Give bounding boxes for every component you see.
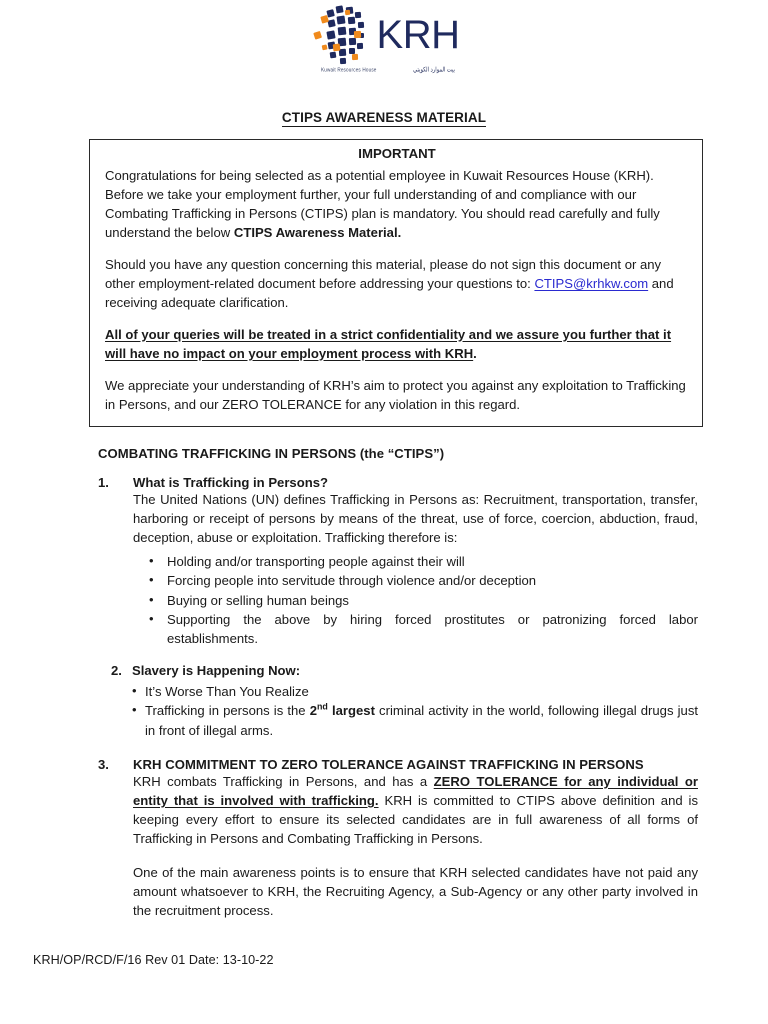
list-item: • Supporting the above by hiring forced prostitutes or patronizing forced labor establishments.: [133, 610, 698, 649]
important-paragraph-3: [105, 326, 689, 364]
logo-tagline-ar: بيت الموارد الكويتي: [413, 66, 455, 74]
item-2-bullet2-part1: Trafficking in persons is the: [145, 703, 310, 719]
important-paragraph-4: We appreciate your understanding of KRH’s aim to protect you against any exploitation to Trafficking in Persons, and our ZERO TOLERANCE for any violation in this regard.: [105, 377, 686, 412]
important-heading: IMPORTANT: [358, 146, 436, 161]
list-item-1: [98, 475, 698, 649]
item-3-number: 3.: [98, 756, 109, 772]
logo-tagline: [321, 67, 455, 73]
item-3-p1-part2: KRH is committed to CTIPS above definition and is keeping every effort to ensure its selected candidates are in full awareness of all forms of Trafficking in Persons and Combating Trafficking in Persons.: [133, 792, 698, 846]
logo-tagline-en: Kuwait Resources House: [321, 66, 377, 73]
item-1-number: 1.: [98, 475, 109, 490]
important-p2-tail: and receiving adequate clarification.: [105, 275, 674, 310]
item-2-bullet2-part2: criminal activity in the world, following illegal drugs just in front of illegal arms.: [145, 703, 699, 738]
important-p3-tail: .: [473, 345, 477, 361]
important-p1-bold: CTIPS Awareness Material.: [233, 224, 402, 240]
item-2-rank-word: largest: [327, 703, 375, 719]
item-2-heading: Slavery is Happening Now:: [132, 662, 301, 678]
item-2-bullet-list: [132, 682, 698, 740]
important-paragraph-2: [105, 256, 689, 313]
item-2-rank-suffix: nd: [317, 701, 328, 712]
list-item-3: [98, 757, 698, 921]
item-3-paragraph-2: One of the main awareness points is to ensure that KRH selected candidates have not paid any amount whatsoever to KRH, the Recruiting Agency, a Sub-Agency or any other party involved in the recruitment process.: [133, 864, 698, 918]
krh-globe-icon: [309, 4, 373, 66]
page-title: [0, 110, 768, 125]
page-title-text: CTIPS AWARENESS MATERIAL: [281, 110, 487, 125]
item-3-p1-underlined: ZERO TOLERANCE for any individual or entity that is involved with trafficking.: [133, 773, 698, 808]
important-p1-text: Congratulations for being selected as a potential employee in Kuwait Resources House (KRH). Before we take your employment further, your full understanding of and compliance with our Combating Trafficking in Persons (CTIPS) plan is mandatory. You should read carefully and fully understand the below: [105, 168, 660, 240]
item-1-paragraph: The United Nations (UN) defines Trafficking in Persons as: Recruitment, transportation, transfer, harboring or receipt of persons by means of the threat, use of force, coercion, abduction, fraud, deception, abuse or exploitation. Trafficking therefore is:: [133, 492, 698, 545]
company-logo: [0, 4, 768, 73]
section-heading: COMBATING TRAFFICKING IN PERSONS (the “CTIPS”): [98, 446, 445, 461]
document-footer: KRH/OP/RCD/F/16 Rev 01 Date: 13-10-22: [33, 953, 274, 967]
list-item: • It’s Worse Than You Realize: [132, 682, 698, 701]
main-content: [98, 446, 698, 921]
logo-wordmark: KRH: [376, 13, 460, 57]
important-notice-box: [89, 139, 703, 427]
item-2-rank-number: 2: [309, 703, 317, 719]
list-item: • Forcing people into servitude through violence and/or deception: [133, 571, 698, 590]
ctips-email-link[interactable]: CTIPS@krhkw.com: [534, 275, 649, 291]
list-item: • Buying or selling human beings: [133, 591, 698, 610]
important-p2-text: Should you have any question concerning this material, please do not sign this document or any other employment-related document before addressing your questions to:: [105, 256, 662, 291]
item-3-p1-part1: KRH combats Trafficking in Persons, and has a: [133, 773, 434, 789]
item-2-number: 2.: [111, 662, 122, 678]
important-paragraph-1: [105, 167, 689, 243]
important-p3-underlined: All of your queries will be treated in a strict confidentiality and we assure you further that it will have no impact on your employment process with KRH: [105, 326, 672, 361]
item-1-bullet-list: [133, 552, 698, 649]
item-3-heading: KRH COMMITMENT TO ZERO TOLERANCE AGAINST TRAFFICKING IN PERSONS: [133, 756, 644, 772]
list-item: [132, 701, 698, 740]
list-item: • Holding and/or transporting people against their will: [133, 552, 698, 571]
item-3-paragraph-1: [133, 773, 698, 849]
list-item-2: [98, 663, 698, 740]
item-1-heading: What is Trafficking in Persons?: [133, 475, 328, 490]
